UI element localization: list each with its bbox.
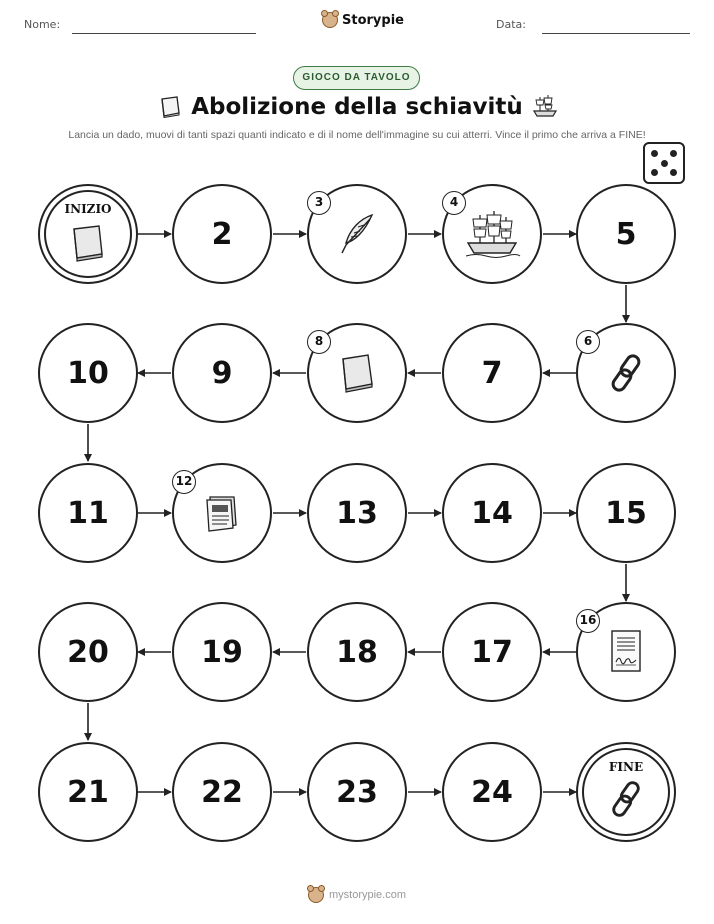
space-badge: 12 xyxy=(172,470,196,494)
space-number: 17 xyxy=(471,634,513,670)
space-19 xyxy=(172,602,272,702)
space-number: 13 xyxy=(336,495,378,531)
instructions: Lancia un dado, muovi di tanti spazi quanti indicato e di il nome dell'immagine su cui atterri. Vince il primo che arriva a FINE! xyxy=(68,129,646,141)
chain-icon xyxy=(605,778,647,820)
space-8 xyxy=(307,323,407,423)
space-10 xyxy=(38,323,138,423)
space-18 xyxy=(307,602,407,702)
category-badge: GIOCO DA TAVOLO xyxy=(293,66,420,90)
footer-url[interactable]: mystorypie.com xyxy=(328,889,407,901)
space-badge: 4 xyxy=(442,191,466,215)
space-number: 11 xyxy=(67,495,109,531)
space-number: 10 xyxy=(67,355,109,391)
space-badge: 6 xyxy=(576,330,600,354)
space-22 xyxy=(172,742,272,842)
space-6 xyxy=(576,323,676,423)
signed-document-icon xyxy=(606,628,646,676)
bear-icon xyxy=(308,887,324,903)
space-15 xyxy=(576,463,676,563)
space-4 xyxy=(442,184,542,284)
space-number: 19 xyxy=(201,634,243,670)
space-number: 15 xyxy=(605,495,647,531)
space-21 xyxy=(38,742,138,842)
end-label: FINE xyxy=(608,760,644,774)
newspaper-icon xyxy=(200,491,244,535)
space-number: 21 xyxy=(67,774,109,810)
space-2 xyxy=(172,184,272,284)
space-number: 5 xyxy=(615,216,637,252)
space-number: 18 xyxy=(336,634,378,670)
space-23 xyxy=(307,742,407,842)
ship-icon xyxy=(462,207,522,261)
space-16 xyxy=(576,602,676,702)
footer xyxy=(0,887,714,903)
space-7 xyxy=(442,323,542,423)
space-5 xyxy=(576,184,676,284)
space-3 xyxy=(307,184,407,284)
space-start xyxy=(38,184,138,284)
book-icon xyxy=(68,223,108,263)
space-number: 23 xyxy=(336,774,378,810)
space-9 xyxy=(172,323,272,423)
space-24 xyxy=(442,742,542,842)
space-number: 22 xyxy=(201,774,243,810)
space-number: 20 xyxy=(67,634,109,670)
space-11 xyxy=(38,463,138,563)
book-icon xyxy=(335,351,379,395)
start-label: INIZIO xyxy=(64,202,112,216)
space-badge: 16 xyxy=(576,609,600,633)
space-badge: 8 xyxy=(307,330,331,354)
page-title: Abolizione della schiavitù xyxy=(191,94,523,120)
date-label: Data: xyxy=(496,18,526,31)
space-number: 2 xyxy=(211,216,233,252)
space-12 xyxy=(172,463,272,563)
space-17 xyxy=(442,602,542,702)
space-end xyxy=(576,742,676,842)
space-number: 9 xyxy=(211,355,233,391)
name-label: Nome: xyxy=(24,18,61,31)
quill-icon xyxy=(334,211,380,257)
space-number: 14 xyxy=(471,495,513,531)
space-number: 24 xyxy=(471,774,513,810)
chain-icon xyxy=(604,351,648,395)
brand-name: Storypie xyxy=(342,12,404,28)
space-number: 7 xyxy=(481,355,503,391)
space-13 xyxy=(307,463,407,563)
space-20 xyxy=(38,602,138,702)
space-badge: 3 xyxy=(307,191,331,215)
space-14 xyxy=(442,463,542,563)
